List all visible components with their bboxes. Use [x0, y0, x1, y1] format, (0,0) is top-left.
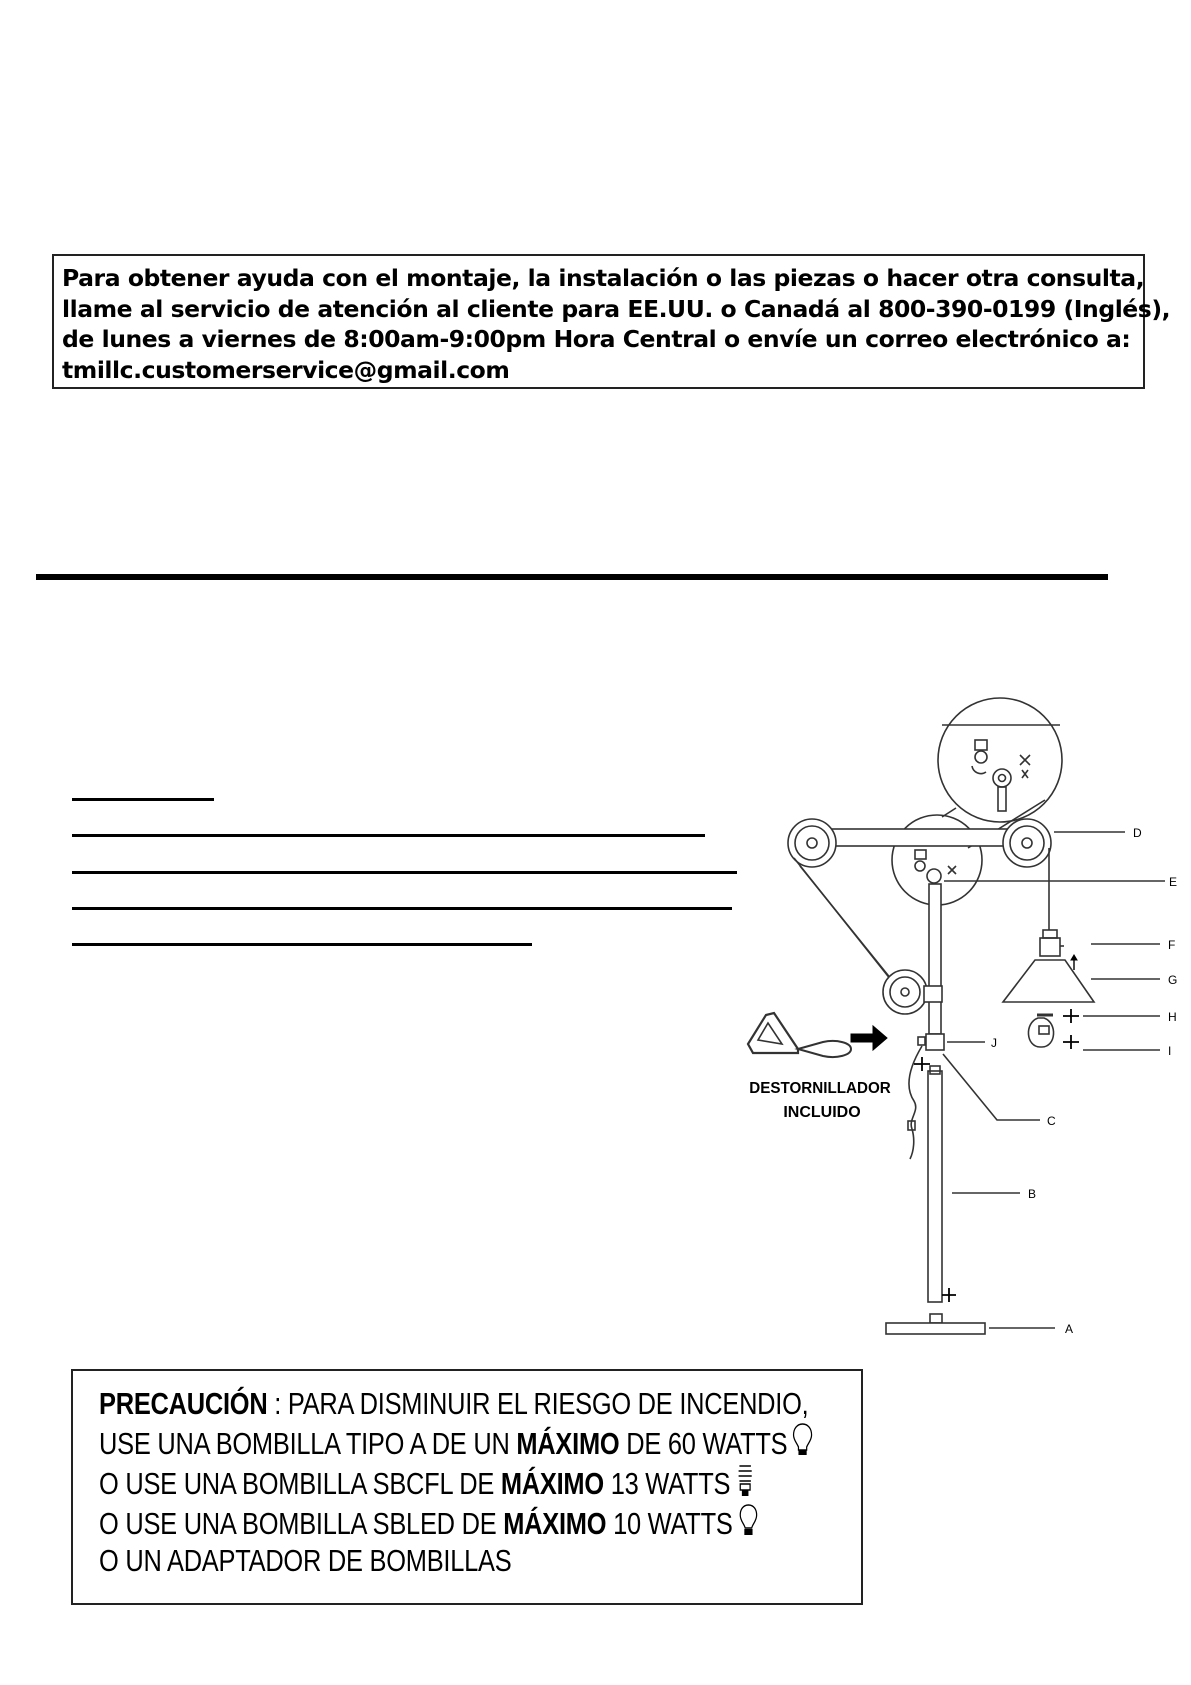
magnifier-detail — [938, 698, 1062, 822]
label-i: I — [1168, 1044, 1172, 1058]
blank-line-3 — [72, 871, 737, 874]
customer-service-box — [52, 254, 1171, 389]
caution-line-1: PRECAUCIÓN : PARA DISMINUIR EL RIESGO DE INCENDIO, — [99, 1386, 809, 1421]
label-h: H — [1168, 1010, 1177, 1024]
caution-line-5: O UN ADAPTADOR DE BOMBILLAS — [99, 1543, 512, 1578]
label-c: C — [1047, 1114, 1056, 1128]
screwdriver-label-2: INCLUIDO — [783, 1104, 861, 1121]
caution-line-3: O USE UNA BOMBILLA SBCFL DE MÁXIMO 13 WATTS — [99, 1462, 724, 1502]
led-bulb-icon — [737, 1502, 758, 1538]
label-f: F — [1168, 938, 1176, 952]
blank-line-4 — [72, 907, 732, 910]
help-line-3: de lunes a viernes de 8:00am-9:00pm Hora Central o envíe un correo electrónico a: — [62, 325, 1131, 353]
help-line-1: Para obtener ayuda con el montaje, la instalación o las piezas o hacer otra consulta, — [62, 264, 1145, 292]
help-email: tmillc.customerservice@gmail.com — [62, 355, 510, 384]
screwdriver-label-1: DESTORNILLADOR — [749, 1079, 891, 1098]
label-g: G — [1168, 973, 1178, 987]
label-a: A — [1065, 1322, 1074, 1336]
caution-line-2: USE UNA BOMBILLA TIPO A DE UN MÁXIMO DE 60 WATTS — [99, 1422, 724, 1462]
section-divider — [36, 574, 1108, 580]
caution-line-4: O USE UNA BOMBILLA SBLED DE MÁXIMO 10 WATTS — [99, 1502, 724, 1542]
a-bulb-icon — [792, 1422, 813, 1458]
cfl-bulb-icon — [735, 1462, 755, 1498]
arrow-right-icon — [851, 1026, 887, 1050]
blank-line-5 — [72, 943, 532, 946]
label-j: J — [991, 1036, 997, 1050]
caution-heading: PRECAUCIÓN — [99, 1386, 268, 1421]
blank-line-2 — [72, 834, 705, 837]
label-d: D — [1133, 826, 1142, 840]
blank-line-1 — [72, 798, 214, 801]
lamp-parts-diagram — [740, 696, 1190, 1346]
label-e: E — [1169, 875, 1178, 889]
help-line-2: llame al servicio de atención al cliente para EE.UU. o Canadá al 800-390-0199 (Inglés), — [62, 294, 1171, 323]
screwdriver-icon — [748, 1013, 851, 1057]
caution-box — [71, 1369, 863, 1605]
label-b: B — [1028, 1187, 1037, 1201]
